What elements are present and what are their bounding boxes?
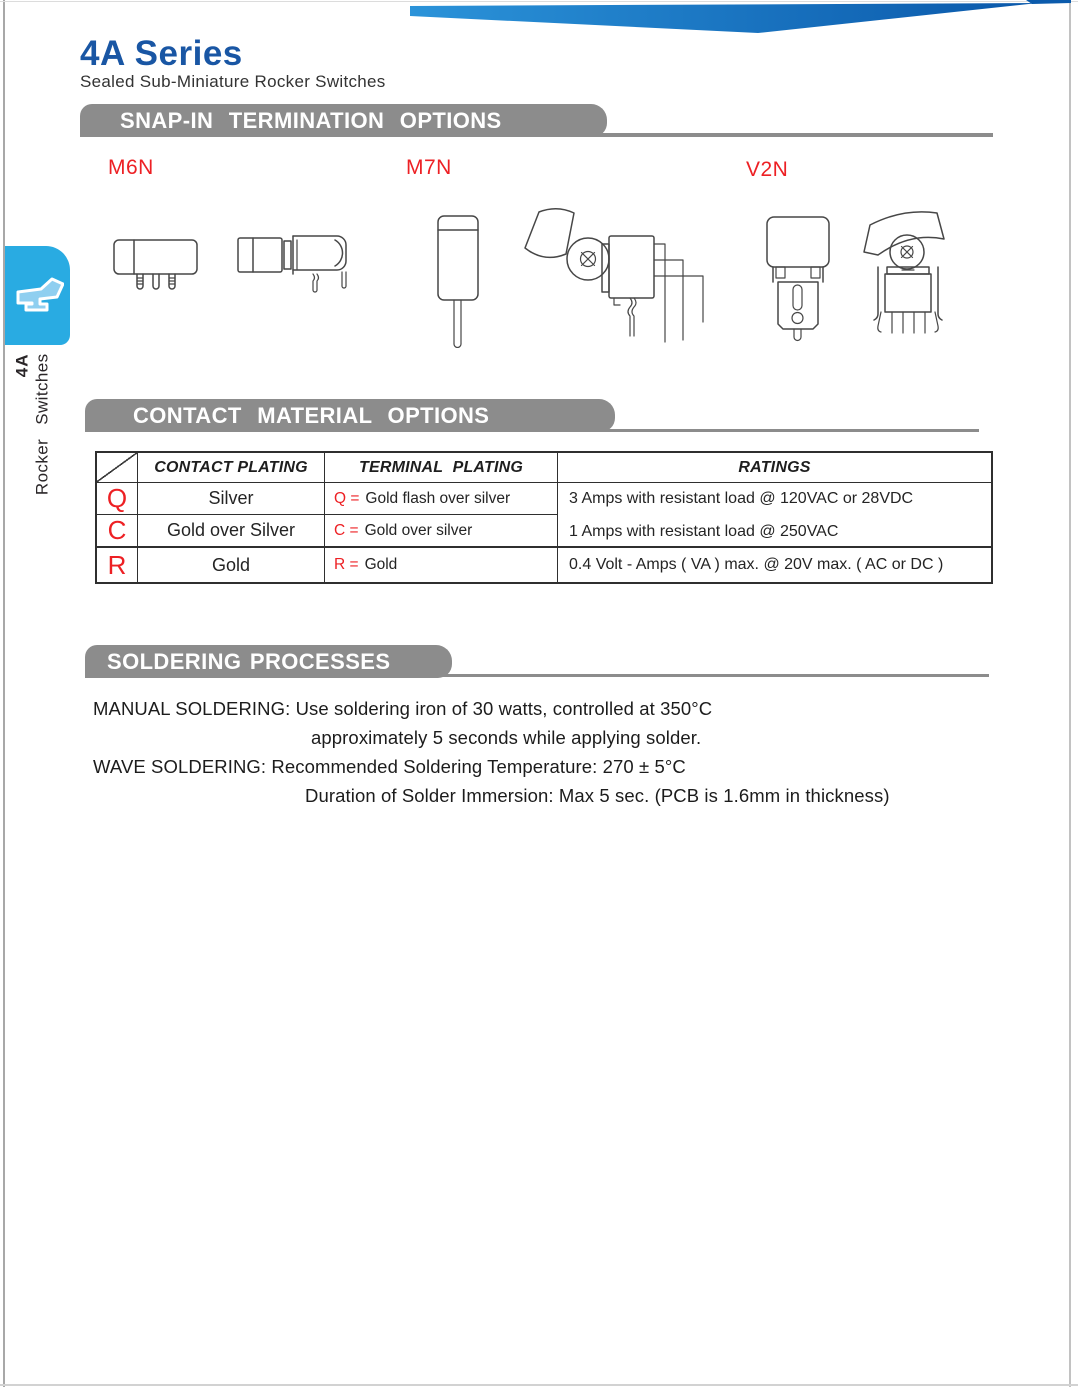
m6n-profile-view-drawing [236,232,352,296]
row-c-code: C [97,515,138,548]
row-r-terminal-text: Gold [364,556,398,573]
row-c-terminal-text: Gold over silver [364,521,473,539]
contact-material-table [95,451,993,584]
v2n-front-view-drawing [762,214,834,342]
section-banner-contact-material: CONTACT MATERIAL OPTIONS [85,399,615,432]
row-r-contact-plating: Gold [138,548,325,582]
page-bottom-border [0,1384,1078,1386]
rating-q: 3 Amps with resistant load @ 120VAC or 28VDC [569,490,914,507]
m7n-top-view-drawing [434,214,482,348]
series-color-tab [5,246,70,345]
soldering-line-wave: WAVE SOLDERING: Recommended Soldering Temperature: 270 ± 5°C [93,756,686,777]
ratings-merged-cell [558,483,991,548]
sidebar-series-label: 4A [12,353,32,378]
variant-label-m7n: M7N [406,156,452,179]
rating-c: 1 Amps with resistant load @ 250VAC [569,522,839,540]
row-r-terminal-code: R = [334,556,359,573]
header-swoosh-decoration [410,0,1071,42]
col-header-ratings: RATINGS [558,453,991,483]
row-q-terminal-code: Q = [334,489,360,507]
soldering-line-manual-cont: approximately 5 seconds while applying solder. [311,727,702,748]
sidebar-vertical-label [13,354,71,529]
row-r-code: R [97,548,138,582]
row-q-terminal-plating [325,483,558,515]
page-right-border [1069,0,1071,1387]
sidebar-category-label: Rocker Switches [32,353,52,496]
col-header-contact-plating: CONTACT PLATING [138,453,325,483]
page-subtitle: Sealed Sub-Miniature Rocker Switches [80,72,386,91]
banner-rule-snap-in [565,133,993,137]
variant-label-m6n: M6N [108,156,154,179]
rocker-switch-icon [12,272,64,318]
col-header-terminal-plating: TERMINAL PLATING [325,453,558,483]
section-banner-snap-in-termination: SNAP-IN TERMINATION OPTIONS [80,104,607,137]
row-q-code: Q [97,483,138,515]
m6n-side-view-drawing [112,236,200,296]
soldering-instructions [93,694,890,810]
row-c-terminal-code: C = [334,521,359,539]
section-banner-soldering-processes: SOLDERING PROCESSES [85,645,452,678]
banner-rule-contact-material [565,429,979,432]
page-title: 4A Series [80,34,243,73]
variant-label-v2n: V2N [746,158,789,181]
rating-r: 0.4 Volt - Amps ( VA ) max. @ 20V max. ( AC or DC ) [569,556,944,573]
row-c-contact-plating: Gold over Silver [138,515,325,548]
v2n-rocker-side-drawing [858,206,958,336]
table-header-diagonal-cell [97,453,138,483]
row-c-terminal-plating [325,515,558,548]
page-left-border [3,0,5,1387]
row-r-terminal-plating [325,548,558,582]
m7n-rocker-side-drawing [514,206,719,351]
soldering-line-manual: MANUAL SOLDERING: Use soldering iron of 30 watts, controlled at 350°C [93,698,713,719]
soldering-line-wave-cont: Duration of Solder Immersion: Max 5 sec. (PCB is 1.6mm in thickness) [305,785,890,806]
banner-rule-soldering [428,674,989,677]
row-q-terminal-text: Gold flash over silver [365,489,511,507]
row-q-contact-plating: Silver [138,483,325,515]
